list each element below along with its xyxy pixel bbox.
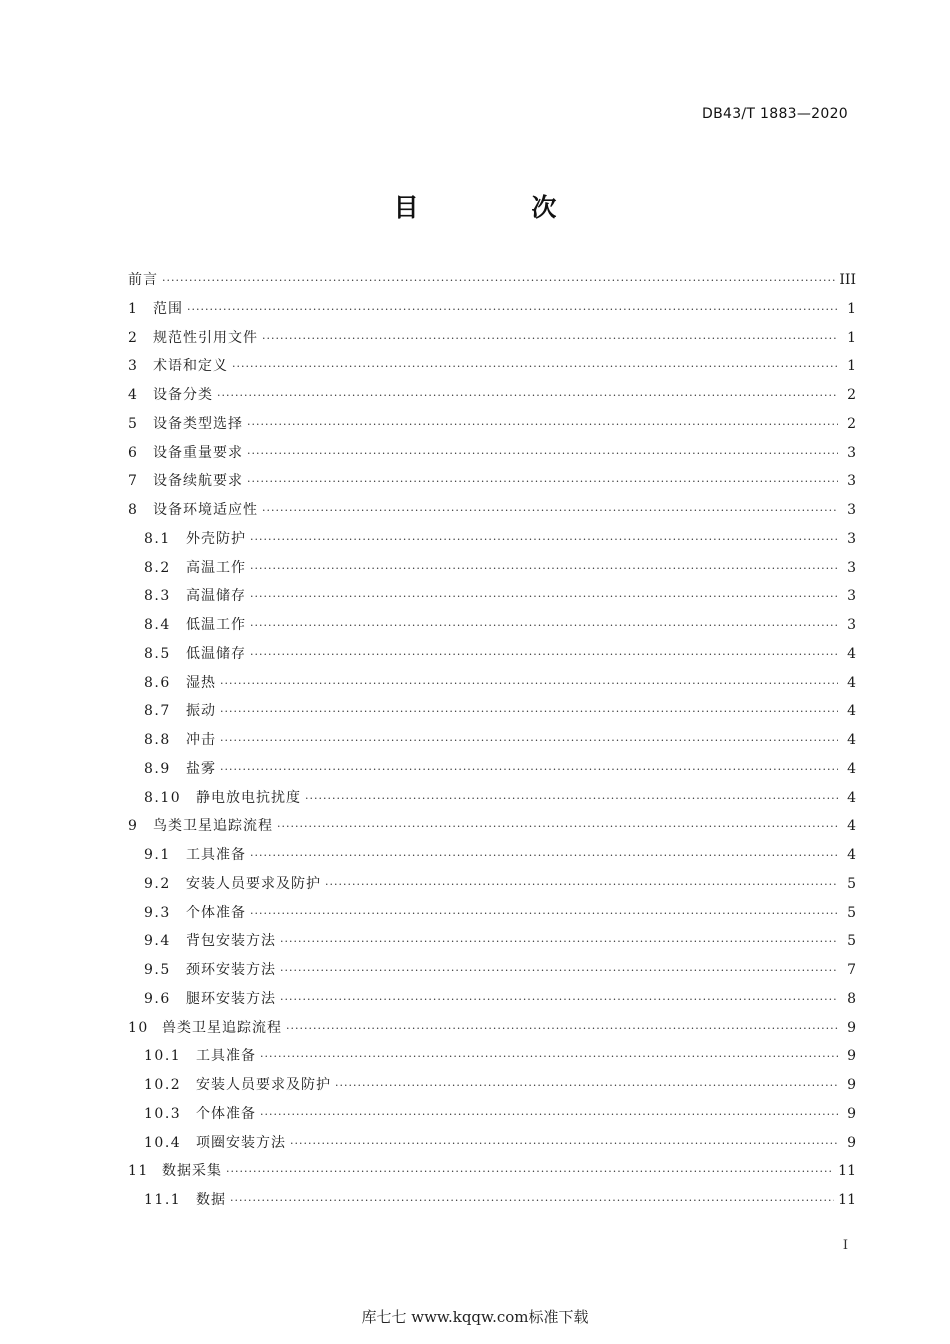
toc-dot-leader [230, 1187, 834, 1216]
toc-entry-page: 5 [847, 904, 856, 921]
toc-dot-leader [250, 612, 838, 641]
toc-entry-number: 8.2 [144, 559, 171, 576]
toc-entry-title: 设备续航要求 [153, 473, 243, 490]
toc-entry-number: 5 [128, 415, 139, 432]
toc-entry-number: 8 [128, 502, 139, 518]
toc-entry[interactable] [128, 899, 856, 928]
toc-entry-title: 工具准备 [186, 847, 246, 863]
toc-entry-title: 高温储存 [186, 588, 246, 605]
toc-entry-title: 盐雾 [186, 760, 216, 777]
toc-dot-leader [187, 296, 838, 325]
toc-entry-number: 8.3 [144, 588, 171, 605]
toc-entry-number: 6 [128, 444, 139, 461]
toc-entry-number: 9 [128, 818, 139, 835]
toc-entry-page: 2 [847, 415, 856, 432]
toc-entry-number: 10.3 [144, 1105, 182, 1122]
toc-entry[interactable] [128, 352, 856, 381]
toc-entry-page: 3 [847, 559, 856, 576]
toc-entry[interactable] [128, 1042, 856, 1071]
toc-entry-number: 7 [128, 473, 139, 490]
toc-entry-page: 3 [847, 617, 856, 633]
toc-dot-leader [250, 641, 838, 670]
toc-entry[interactable] [128, 669, 856, 698]
toc-entry-title: 项圈安装方法 [196, 1134, 286, 1151]
toc-entry-title: 低温工作 [186, 617, 246, 633]
toc-dot-leader [162, 267, 835, 296]
toc-entry-title: 工具准备 [196, 1048, 256, 1065]
toc-entry-page: 4 [847, 645, 856, 662]
toc-entry-title: 设备重量要求 [153, 444, 243, 461]
toc-entry-title: 个体准备 [186, 904, 246, 921]
toc-entry-page: 9 [847, 1077, 856, 1093]
toc-dot-leader [280, 986, 838, 1015]
toc-entry-number: 9.6 [144, 990, 171, 1007]
toc-dot-leader [280, 957, 838, 986]
toc-dot-leader [250, 526, 838, 555]
toc-dot-leader [262, 497, 838, 526]
toc-entry[interactable] [128, 324, 856, 353]
toc-entry-page: 4 [847, 789, 856, 806]
toc-entry[interactable] [128, 956, 856, 985]
toc-entry-title: 兽类卫星追踪流程 [162, 1019, 282, 1036]
toc-entry-number: 8.1 [144, 530, 171, 547]
toc-dot-leader [250, 555, 838, 584]
toc-entry-page: 9 [847, 1105, 856, 1122]
toc-entry-title: 个体准备 [196, 1105, 256, 1122]
toc-dot-leader [260, 1101, 838, 1130]
toc-dot-leader [335, 1072, 838, 1101]
toc-entry[interactable] [128, 582, 856, 611]
toc-dot-leader [262, 325, 838, 354]
toc-dot-leader [250, 583, 838, 612]
toc-entry-page: 3 [847, 444, 856, 461]
toc-entry[interactable] [128, 410, 856, 439]
toc-dot-leader [250, 842, 838, 871]
toc-dot-leader [220, 756, 838, 785]
toc-entry-number: 10.4 [144, 1134, 182, 1151]
toc-entry[interactable] [128, 841, 856, 870]
toc-entry[interactable] [128, 640, 856, 669]
toc-entry-title: 设备环境适应性 [153, 502, 258, 518]
toc-entry-page: 1 [847, 329, 856, 346]
toc-entry[interactable] [128, 439, 856, 468]
toc-entry[interactable] [128, 812, 856, 841]
toc-entry-number: 8.6 [144, 674, 171, 691]
toc-entry-page: 9 [847, 1019, 856, 1036]
toc-entry[interactable] [128, 1100, 856, 1129]
toc-entry-title: 设备分类 [153, 387, 213, 403]
toc-entry[interactable] [128, 1157, 856, 1186]
toc-entry-page: 1 [847, 358, 856, 375]
toc-entry-page: 3 [847, 473, 856, 490]
toc-entry-number: 11.1 [144, 1192, 182, 1208]
toc-dot-leader [280, 928, 838, 957]
toc-entry[interactable] [128, 1129, 856, 1158]
toc-entry-number: 8.7 [144, 703, 171, 720]
watermark: 库七七 www.kqqw.com标准下载 [361, 1308, 589, 1326]
toc-entry-page: 11 [838, 1192, 856, 1208]
toc-entry-title: 湿热 [186, 674, 216, 691]
toc-dot-leader [305, 785, 838, 814]
toc-entry-page: 3 [847, 588, 856, 605]
toc-entry-title: 术语和定义 [153, 358, 228, 375]
toc-entry-page: 4 [847, 674, 856, 691]
toc-entry-number: 8.4 [144, 617, 171, 633]
toc-entry-title: 鸟类卫星追踪流程 [153, 818, 273, 835]
toc-entry-title: 安装人员要求及防护 [186, 875, 321, 892]
toc-entry[interactable] [128, 295, 856, 324]
toc-entry-title: 外壳防护 [186, 530, 246, 547]
toc-entry-title: 腿环安装方法 [186, 990, 276, 1007]
toc-entry-title: 安装人员要求及防护 [196, 1077, 331, 1093]
toc-entry-number: 9.3 [144, 904, 171, 921]
toc-entry-title: 前言 [128, 272, 158, 288]
toc-entry-page: 11 [838, 1163, 856, 1180]
toc-dot-leader [290, 1130, 838, 1159]
page-title: 目 次 [393, 193, 609, 222]
toc-dot-leader [220, 727, 838, 756]
toc-entry-number: 8.9 [144, 760, 171, 777]
toc-entry-page: 7 [847, 962, 856, 978]
toc-entry-number: 10.2 [144, 1077, 182, 1093]
toc-entry[interactable] [128, 726, 856, 755]
toc-entry-title: 冲击 [186, 732, 216, 748]
toc-dot-leader [232, 353, 838, 382]
toc-entry-page: 4 [847, 760, 856, 777]
toc-entry[interactable] [128, 554, 856, 583]
toc-entry-page: 5 [847, 933, 856, 950]
toc-dot-leader [260, 1043, 838, 1072]
toc-dot-leader [286, 1015, 838, 1044]
toc-entry-number: 10.1 [144, 1048, 182, 1065]
toc-entry[interactable] [128, 755, 856, 784]
toc-entry-page: 4 [847, 703, 856, 720]
toc-entry-number: 2 [128, 329, 139, 346]
toc-entry-title: 静电放电抗扰度 [196, 789, 301, 806]
table-of-contents [128, 266, 856, 1215]
toc-entry[interactable] [128, 1071, 856, 1100]
document-code: DB43/T 1883—2020 [702, 106, 848, 122]
toc-entry[interactable] [128, 467, 856, 496]
toc-entry-number: 10 [128, 1019, 149, 1036]
toc-entry-title: 范围 [153, 300, 183, 317]
toc-entry-title: 设备类型选择 [153, 415, 243, 432]
toc-dot-leader [247, 411, 838, 440]
toc-dot-leader [220, 670, 838, 699]
toc-entry-title: 规范性引用文件 [153, 329, 258, 346]
toc-entry-page: III [839, 272, 856, 288]
toc-dot-leader [247, 440, 838, 469]
toc-entry-number: 9.4 [144, 933, 171, 950]
toc-entry-page: 3 [847, 530, 856, 547]
toc-entry[interactable] [128, 870, 856, 899]
toc-entry[interactable] [128, 1186, 856, 1215]
toc-entry[interactable] [128, 381, 856, 410]
toc-entry-title: 低温储存 [186, 645, 246, 662]
toc-entry-page: 9 [847, 1048, 856, 1065]
toc-entry-number: 9.5 [144, 962, 171, 978]
toc-entry-number: 11 [128, 1163, 149, 1180]
toc-entry-number: 9.2 [144, 875, 171, 892]
toc-dot-leader [325, 871, 838, 900]
toc-entry-page: 4 [847, 732, 856, 748]
page-number: I [842, 1238, 848, 1253]
toc-entry-page: 2 [847, 387, 856, 403]
toc-dot-leader [250, 900, 838, 929]
toc-entry-page: 9 [847, 1134, 856, 1151]
toc-entry-number: 8.5 [144, 645, 171, 662]
toc-dot-leader [226, 1158, 834, 1187]
toc-dot-leader [277, 813, 838, 842]
toc-entry-title: 颈环安装方法 [186, 962, 276, 978]
toc-dot-leader [220, 698, 838, 727]
toc-entry-number: 8.10 [144, 789, 182, 806]
toc-entry[interactable] [128, 496, 856, 525]
toc-entry[interactable] [128, 1014, 856, 1043]
toc-entry-page: 8 [847, 990, 856, 1007]
toc-dot-leader [247, 468, 838, 497]
toc-entry-title: 数据 [196, 1192, 226, 1208]
toc-entry-number: 1 [128, 300, 139, 317]
toc-entry[interactable] [128, 985, 856, 1014]
toc-entry-number: 9.1 [144, 847, 171, 863]
toc-entry-page: 1 [847, 300, 856, 317]
toc-dot-leader [217, 382, 838, 411]
toc-entry-page: 3 [847, 502, 856, 518]
toc-entry-title: 背包安装方法 [186, 933, 276, 950]
toc-entry[interactable] [128, 927, 856, 956]
toc-entry-number: 3 [128, 358, 139, 375]
toc-entry-title: 振动 [186, 703, 216, 720]
toc-entry-title: 高温工作 [186, 559, 246, 576]
toc-entry-number: 4 [128, 387, 139, 403]
toc-entry-page: 4 [847, 847, 856, 863]
toc-entry-page: 4 [847, 818, 856, 835]
toc-entry-number: 8.8 [144, 732, 171, 748]
toc-entry[interactable] [128, 697, 856, 726]
toc-entry[interactable] [128, 784, 856, 813]
toc-entry[interactable] [128, 611, 856, 640]
toc-entry[interactable] [128, 525, 856, 554]
toc-entry-page: 5 [847, 875, 856, 892]
toc-entry-title: 数据采集 [162, 1163, 222, 1180]
toc-entry[interactable] [128, 266, 856, 295]
